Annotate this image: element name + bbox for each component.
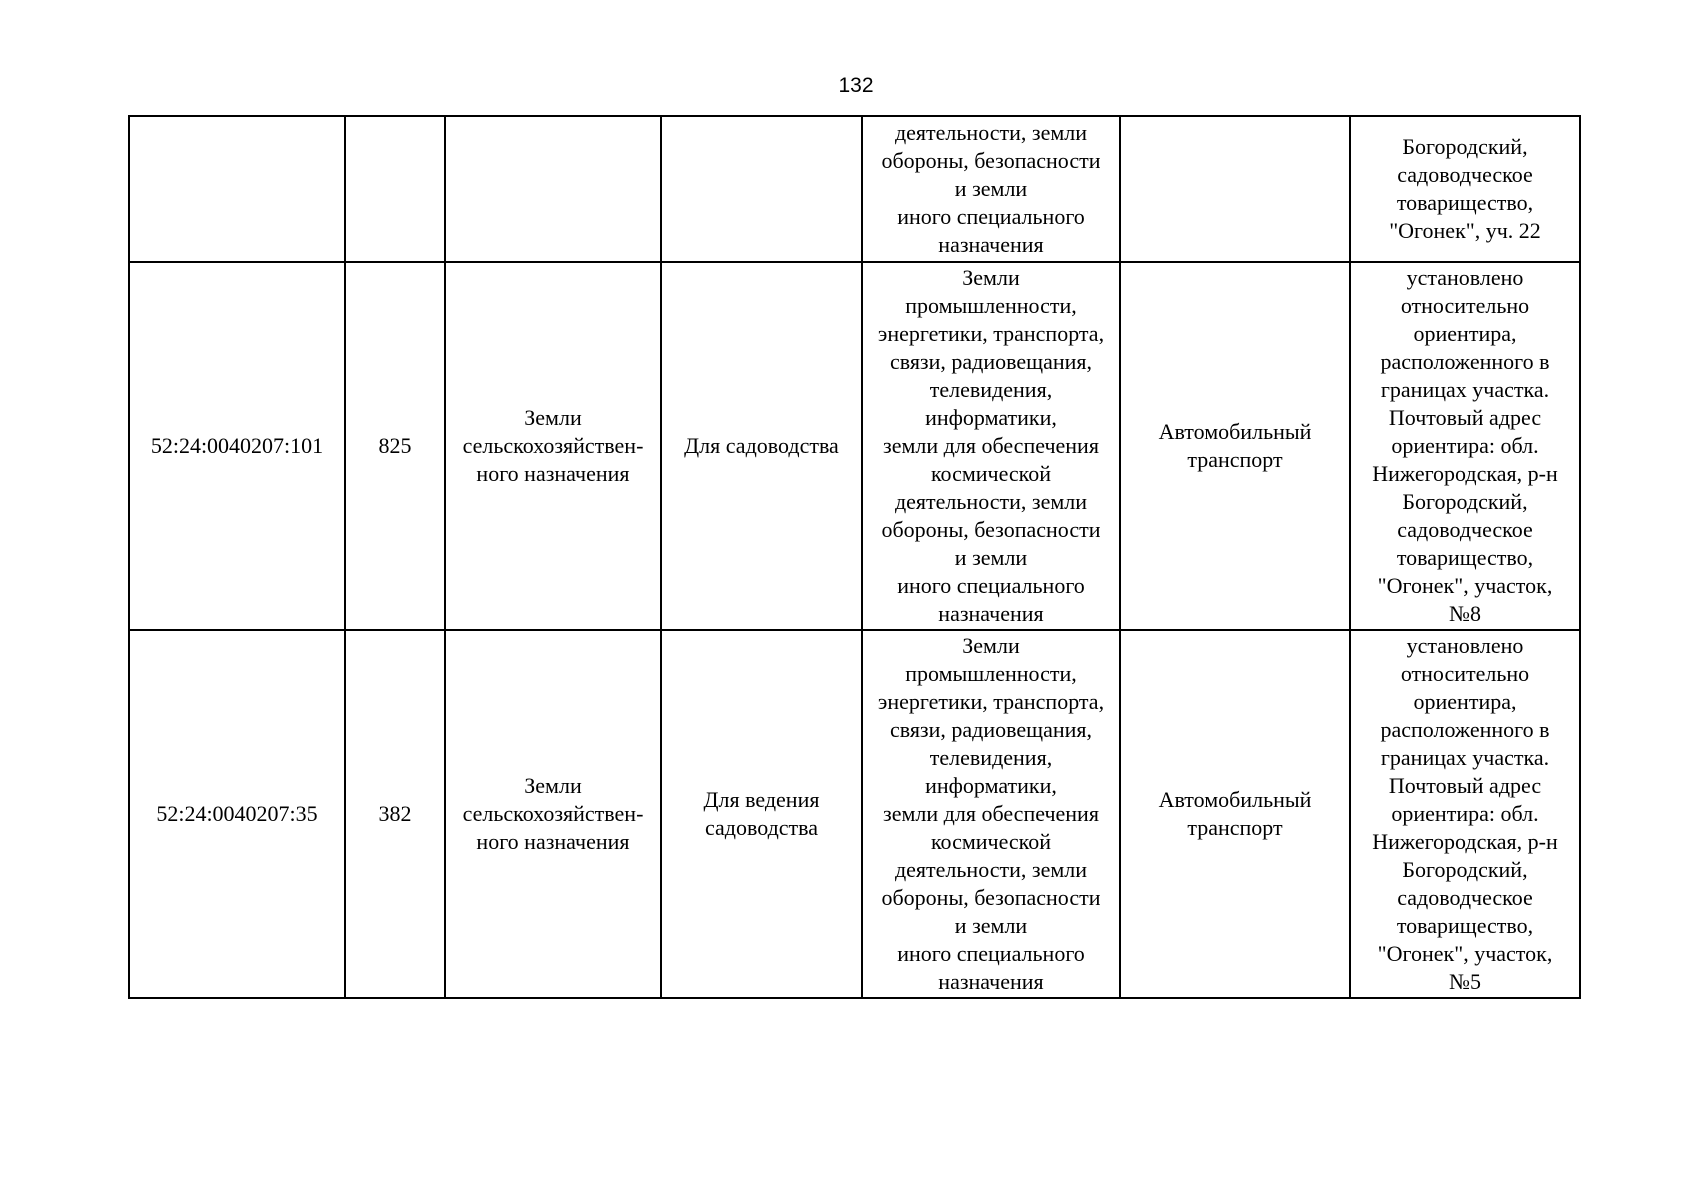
cell-text-line: назначения	[938, 232, 1044, 257]
cell-text-line: и земли	[954, 176, 1028, 201]
cell-text-line: Земли	[962, 633, 1020, 658]
transport-type-cell	[1120, 116, 1350, 262]
cell-text-line: Почтовый адрес	[1388, 405, 1542, 430]
table-row	[129, 262, 1580, 630]
cell-text-line: энергетики, транспорта,	[877, 321, 1105, 346]
cell-text-line: Для садоводства	[684, 433, 839, 458]
table-body	[129, 116, 1580, 998]
cadastral-number-cell: 52:24:0040207:101	[129, 262, 345, 630]
cell-text-line: Земли	[524, 773, 582, 798]
permitted-use-cell	[661, 262, 862, 630]
cell-text-line: деятельности, земли	[894, 489, 1088, 514]
cell-text-line: Земли	[962, 265, 1020, 290]
cell-text-line: информатики,	[925, 773, 1057, 798]
location-cell	[1350, 262, 1580, 630]
special-category-cell	[862, 262, 1120, 630]
land-category-cell	[445, 116, 661, 262]
area-cell: 382	[345, 630, 445, 998]
transport-type-cell	[1120, 262, 1350, 630]
cell-text-line: Нижегородская, р-н	[1372, 829, 1558, 854]
cell-text-line: Автомобильный	[1158, 787, 1312, 812]
table-row	[129, 630, 1580, 998]
cell-text-line: границах участка.	[1380, 377, 1550, 402]
cell-text-line: земли для обеспечения	[883, 433, 1099, 458]
transport-type-cell	[1120, 630, 1350, 998]
cell-text-line: космической	[930, 829, 1052, 854]
cell-text-line: садоводческое	[1397, 517, 1533, 542]
cell-text-line: иного специального	[897, 204, 1085, 229]
cell-text-line: товарищество,	[1396, 913, 1534, 938]
cell-text-line: Богородский,	[1402, 857, 1528, 882]
cell-text-line: земли для обеспечения	[883, 801, 1099, 826]
cell-text-line: связи, радиовещания,	[889, 717, 1093, 742]
cell-text-line: ориентира,	[1413, 689, 1517, 714]
cell-text-line: обороны, безопасности	[881, 885, 1101, 910]
cell-text-line: Почтовый адрес	[1388, 773, 1542, 798]
cell-text-line: иного специального	[897, 941, 1085, 966]
area-cell	[345, 116, 445, 262]
permitted-use-cell	[661, 630, 862, 998]
cell-text-line: сельскохозяйствен-	[462, 801, 644, 826]
cell-text-line: деятельности, земли	[894, 857, 1088, 882]
cell-text-line: ориентира: обл.	[1391, 433, 1539, 458]
cell-text-line: №5	[1449, 969, 1481, 994]
cell-text-line: и земли	[954, 545, 1028, 570]
cadastral-number-cell: 52:24:0040207:35	[129, 630, 345, 998]
cell-text-line: деятельности, земли	[894, 120, 1088, 145]
cell-text-line: связи, радиовещания,	[889, 349, 1093, 374]
cell-text-line: относительно	[1400, 661, 1530, 686]
land-category-cell	[445, 630, 661, 998]
location-cell	[1350, 116, 1580, 262]
cell-text-line: садоводческое	[1397, 162, 1533, 187]
cell-text-line: сельскохозяйствен-	[462, 433, 644, 458]
cell-text-line: Для ведения	[703, 787, 820, 812]
cell-text-line: иного специального	[897, 573, 1085, 598]
land-plots-table	[128, 115, 1581, 999]
cell-text-line: "Огонек", участок,	[1377, 573, 1553, 598]
cell-text-line: относительно	[1400, 293, 1530, 318]
cell-text-line: "Огонек", участок,	[1377, 941, 1553, 966]
cell-text-line: Автомобильный	[1158, 419, 1312, 444]
cell-text-line: обороны, безопасности	[881, 517, 1101, 542]
cell-text-line: садоводства	[704, 815, 819, 840]
cell-text-line: расположенного в	[1380, 717, 1550, 742]
cell-text-line: энергетики, транспорта,	[877, 689, 1105, 714]
cell-text-line: информатики,	[925, 405, 1057, 430]
cell-text-line: назначения	[938, 601, 1044, 626]
cell-text-line: ного назначения	[476, 461, 630, 486]
cell-text-line: Нижегородская, р-н	[1372, 461, 1558, 486]
cell-text-line: космической	[930, 461, 1052, 486]
cell-text-line: Земли	[524, 405, 582, 430]
cell-text-line: "Огонек", уч. 22	[1389, 218, 1541, 243]
cell-text-line: установлено	[1406, 265, 1524, 290]
table-row	[129, 116, 1580, 262]
cell-text-line: Богородский,	[1402, 134, 1528, 159]
cell-text-line: телевидения,	[929, 377, 1053, 402]
page-number: 132	[838, 74, 874, 97]
cell-text-line: транспорт	[1187, 815, 1283, 840]
special-category-cell	[862, 116, 1120, 262]
cell-text-line: промышленности,	[905, 661, 1077, 686]
special-category-cell	[862, 630, 1120, 998]
cell-text-line: товарищество,	[1396, 545, 1534, 570]
cell-text-line: установлено	[1406, 633, 1524, 658]
cell-text-line: расположенного в	[1380, 349, 1550, 374]
cell-text-line: ориентира,	[1413, 321, 1517, 346]
location-cell	[1350, 630, 1580, 998]
cell-text-line: ориентира: обл.	[1391, 801, 1539, 826]
cell-text-line: телевидения,	[929, 745, 1053, 770]
area-cell: 825	[345, 262, 445, 630]
cell-text-line: и земли	[954, 913, 1028, 938]
cell-text-line: товарищество,	[1396, 190, 1534, 215]
cell-text-line: ного назначения	[476, 829, 630, 854]
land-category-cell	[445, 262, 661, 630]
permitted-use-cell	[661, 116, 862, 262]
cell-text-line: №8	[1449, 601, 1481, 626]
cell-text-line: обороны, безопасности	[881, 148, 1101, 173]
cell-text-line: границах участка.	[1380, 745, 1550, 770]
cell-text-line: назначения	[938, 969, 1044, 994]
cell-text-line: садоводческое	[1397, 885, 1533, 910]
cell-text-line: промышленности,	[905, 293, 1077, 318]
cadastral-number-cell	[129, 116, 345, 262]
cell-text-line: Богородский,	[1402, 489, 1528, 514]
cell-text-line: транспорт	[1187, 447, 1283, 472]
